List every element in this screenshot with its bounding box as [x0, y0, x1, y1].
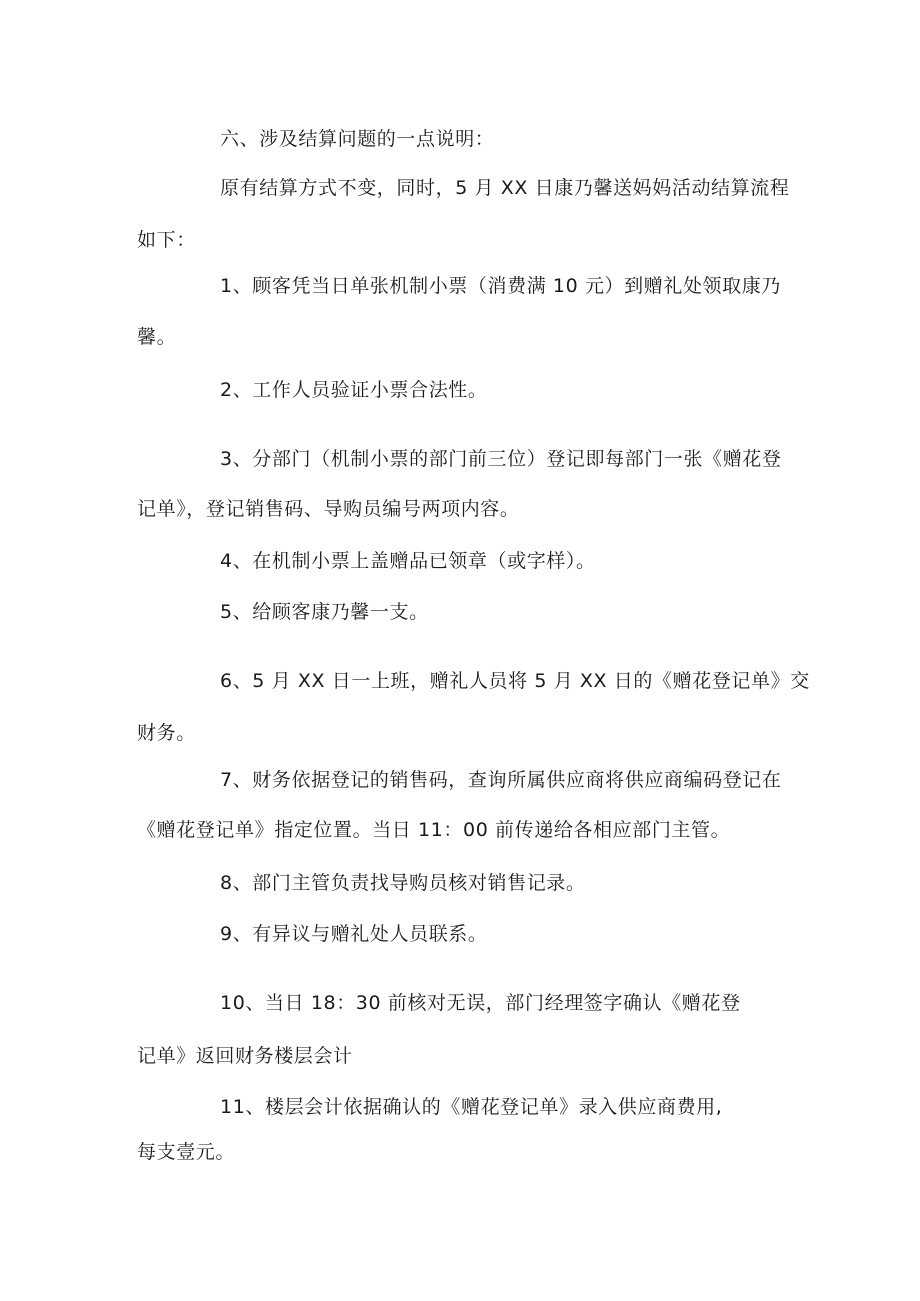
step-9-line-1: 9、有异议与赠礼处人员联系。 — [220, 923, 488, 945]
step-11-line-1: 11、楼层会计依据确认的《赠花登记单》录入供应商费用, — [220, 1096, 723, 1118]
step-5-line-1: 5、给顾客康乃馨一支。 — [220, 601, 429, 623]
step-7-line-2: 《赠花登记单》指定位置。当日 11：00 前传递给各相应部门主管。 — [137, 819, 731, 841]
intro-line-2: 如下： — [137, 229, 196, 251]
step-3-line-2: 记单》，登记销售码、导购员编号两项内容。 — [137, 498, 520, 520]
step-1-line-2: 馨。 — [137, 326, 177, 348]
intro-line-1: 原有结算方式不变，同时，5 月 XX 日康乃馨送妈妈活动结算流程 — [220, 177, 790, 199]
step-8-line-1: 8、部门主管负责找导购员核对销售记录。 — [220, 872, 586, 894]
step-4-line-1: 4、在机制小票上盖赠品已领章（或字样）。 — [220, 550, 596, 572]
step-10-line-1: 10、当日 18：30 前核对无误，部门经理签字确认《赠花登 — [220, 992, 741, 1014]
step-6-line-2: 财务。 — [137, 722, 196, 744]
step-11-line-2: 每支壹元。 — [137, 1141, 236, 1163]
step-10-line-2: 记单》返回财务楼层会计 — [137, 1045, 353, 1067]
step-3-line-1: 3、分部门（机制小票的部门前三位）登记即每部门一张《赠花登 — [220, 448, 782, 470]
step-7-line-1: 7、财务依据登记的销售码，查询所属供应商将供应商编码登记在 — [220, 769, 782, 791]
step-1-line-1: 1、顾客凭当日单张机制小票（消费满 10 元）到赠礼处领取康乃 — [220, 275, 781, 297]
step-2-line-1: 2、工作人员验证小票合法性。 — [220, 379, 488, 401]
section-heading: 六、涉及结算问题的一点说明： — [220, 128, 495, 150]
step-6-line-1: 6、5 月 XX 日一上班，赠礼人员将 5 月 XX 日的《赠花登记单》交 — [220, 670, 810, 692]
